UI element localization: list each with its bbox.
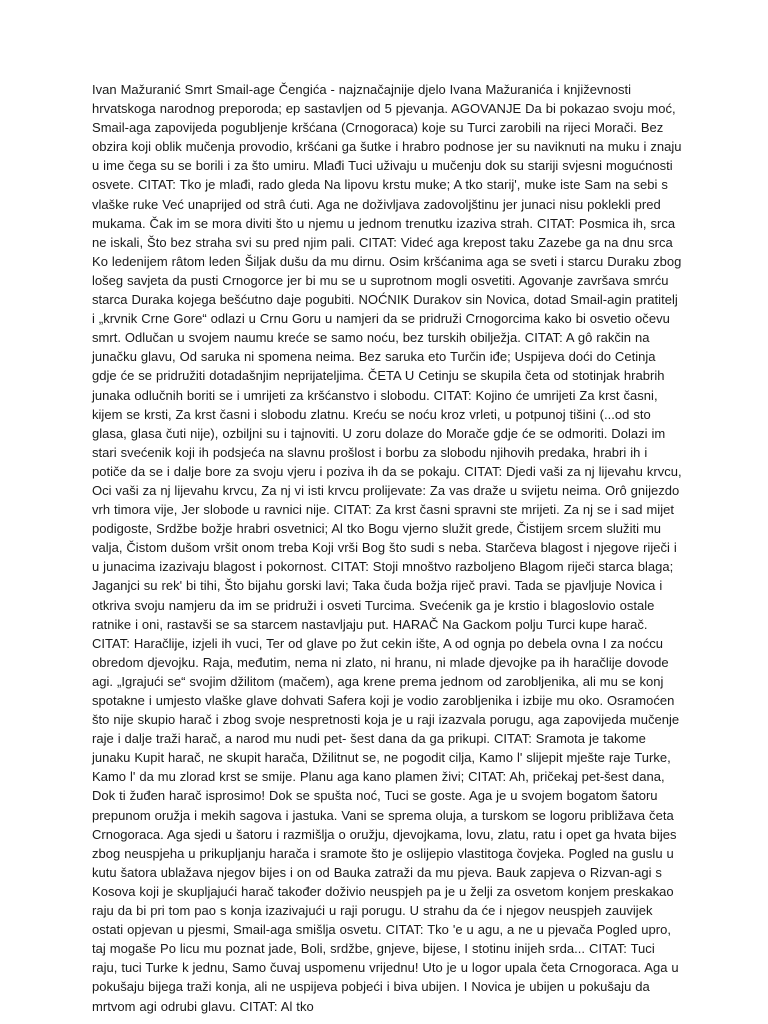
document-page	[92, 80, 682, 1016]
body-paragraph: Ivan Mažuranić Smrt Smail-age Čengića - najznačajnije djelo Ivana Mažuranića i književnosti hrvatskoga narodnog preporoda; ep sastavljen od 5 pjevanja. AGOVANJE Da bi pokazao svoju moć, Smail-aga zapovijeda pogubljenje kršćana (Crnogoraca) koje su Turci zarobili na rijeci Morači. Bez obzira koji oblik mučenja provodio, kršćani ga šutke i hrabro podnose jer su naviknuti na muku i znaju u ime čega su se borili i za što umiru. Mlađi Tuci uživaju u mučenju dok su stariji svjesni mogućnosti osvete. CITAT: Tko je mlađi, rado gleda Na lipovu krstu muke; A tko starij', muke iste Sam na sebi s vlaške ruke Već unaprijed od strâ ćuti. Aga ne doživljava zadovoljštinu jer junaci nisu poklekli pred mukama. Čak im se mora diviti što u njemu u jednom trenutku izaziva strah. CITAT: Posmica ih, srca ne iskali, Što bez straha svi su pred njim pali. CITAT: Videć aga krepost taku Zazebe ga na dnu srca Ko ledenijem râtom leden Šiljak dušu da mu dirnu. Osim kršćanima aga se sveti i starcu Duraku zbog lošeg savjeta da pusti Crnogorce jer bi mu se u suprotnom mogli osvetiti. Agovanje završava smrću starca Duraka kojega bešćutno daje pogubiti. NOĆNIK Durakov sin Novica, dotad Smail-agin pratitelj i „krvnik Crne Gore“ odlazi u Crnu Goru u namjeri da se pridruži Crnogorcima kako bi osvetio očevu smrt. Odlučan u svojem naumu kreće se samo noću, bez turskih obilježja. CITAT: A gô rakčin na junačku glavu, Od saruka ni spomena neima. Bez saruka eto Turčin iđe; Uspijeva doći do Cetinja gdje će se pridružiti dotadašnjim neprijateljima. ČETA U Cetinju se skupila četa od stotinjak hrabrih junaka odlučnih boriti se i umrijeti za kršćanstvo i slobodu. CITAT: Kojino će umrijeti Za krst časni, kijem se krsti, Za krst časni i slobodu zlatnu. Kreću se noću kroz vrleti, u potpunoj tišini (...od sto glasa, glasa čuti nije), ozbiljni su i tajnoviti. U zoru dolaze do Morače gdje će se odmoriti. Dolazi im stari svećenik koji ih podsjeća na slavnu prošlost i borbu za slobodu njihovih predaka, hrabri ih i potiče da se i dalje bore za svoju vjeru i poziva ih da se pokaju. CITAT: Djedi vaši za nj lijevahu krvcu, Oci vaši za nj lijevahu krvcu, Za nj vi isti krvcu prolijevate: Za vas draže u svijetu neima. Orô gnijezdo vrh timora vije, Jer slobode u ravnici nije. CITAT: Za krst časni spravni ste mrijeti. Za nj se i sad mijet podigoste, Srdžbe božje hrabri osvetnici; Al tko Bogu vjerno služit grede, Čistijem srcem služiti mu valja, Čistom dušom vršit onom treba Koji vrši Bog što sudi s neba. Starčeva blagost i njegove riječi i u junacima izazivaju blagost i pokornost. CITAT: Stoji mnoštvo razboljeno Blagom riječi starca blaga; Jaganjci su rek' bi tihi, Što bijahu gorski lavi; Taka čuda božja riječ pravi. Tada se pjavljuje Novica i otkriva svoju namjeru da im se pridruži i osveti Turcima. Svećenik ga je krstio i blagoslovio ostale ratnike i oni, rastavši se sa starcem nastavljaju put. HARAČ Na Gackom polju Turci kupe harač. CITAT: Haračlije, izjeli ih vuci, Ter od glave po žut cekin ište, A od ognja po debela ovna I za noćcu obredom djevojku. Raja, međutim, nema ni zlato, ni hranu, ni mlade djevojke pa ih haračlije dovode agi. „Igrajući se“ svojim džilitom (mačem), aga krene prema jednom od zarobljenika, ali mu se konj spotakne i umjesto vlaške glave dohvati Safera koji je vodio zarobljenika i izbije mu oko. Osramoćen što nije skupio harač i zbog svoje nespretnosti koja je u raji izazvala porugu, aga zapovijeda mučenje raje i dalje traži harač, a narod mu nudi pet- šest dana da ga prikupi. CITAT: Sramota je takome junaku Kupit harač, ne skupit harača, Džilitnut se, ne pogodit cilja, Kamo l' slijepit mješte raje Turke, Kamo l' da mu zlorad krst se smije. Planu aga kano plamen živi; CITAT: Ah, pričekaj pet-šest dana, Dok ti žuđen harač isprosimo! Dok se spušta noć, Tuci se goste. Aga je u svojem bogatom šatoru prepunom oružja i mekih sagova i jastuka. Vani se sprema oluja, a turskom se logoru približava četa Crnogoraca. Aga sjedi u šatoru i razmišlja o oružju, djevojkama, lovu, zlatu, ratu i opet ga hvata bijes zbog neuspjeha u prikupljanju harača i sramote što je oslijepio vlastitoga čovjeka. Pogled na guslu u kutu šatora ublažava njegov bijes i on od Bauka zatraži da mu pjeva. Bauk zapjeva o Rizvan-agi s Kosova koji je skupljajući harač također doživio neuspjeh pa je u želji za osvetom konjem preskakao raju da bi pri tom pao s konja izazivajući u raji porugu. U strahu da će i njegov neuspjeh zauvijek ostati opjevan u pjesmi, Smail-aga smišlja osvetu. CITAT: Tko 'e u agu, a ne u pjevača Pogled upro, taj mogaše Po licu mu poznat jade, Boli, srdžbe, gnjeve, bijese, I stotinu inijeh srda... CITAT: Tuci raju, tuci Turke k jednu, Samo čuvaj uspomenu vrijednu! Uto je u logor upala četa Crnogoraca. Aga u pokušaju bijega traži konja, ali ne uspijeva pobjeći i biva ubijen. I Novica je ubijen u pokušaju da mrtvom agi odrubi glavu. CITAT: Al tko	[92, 82, 682, 1014]
